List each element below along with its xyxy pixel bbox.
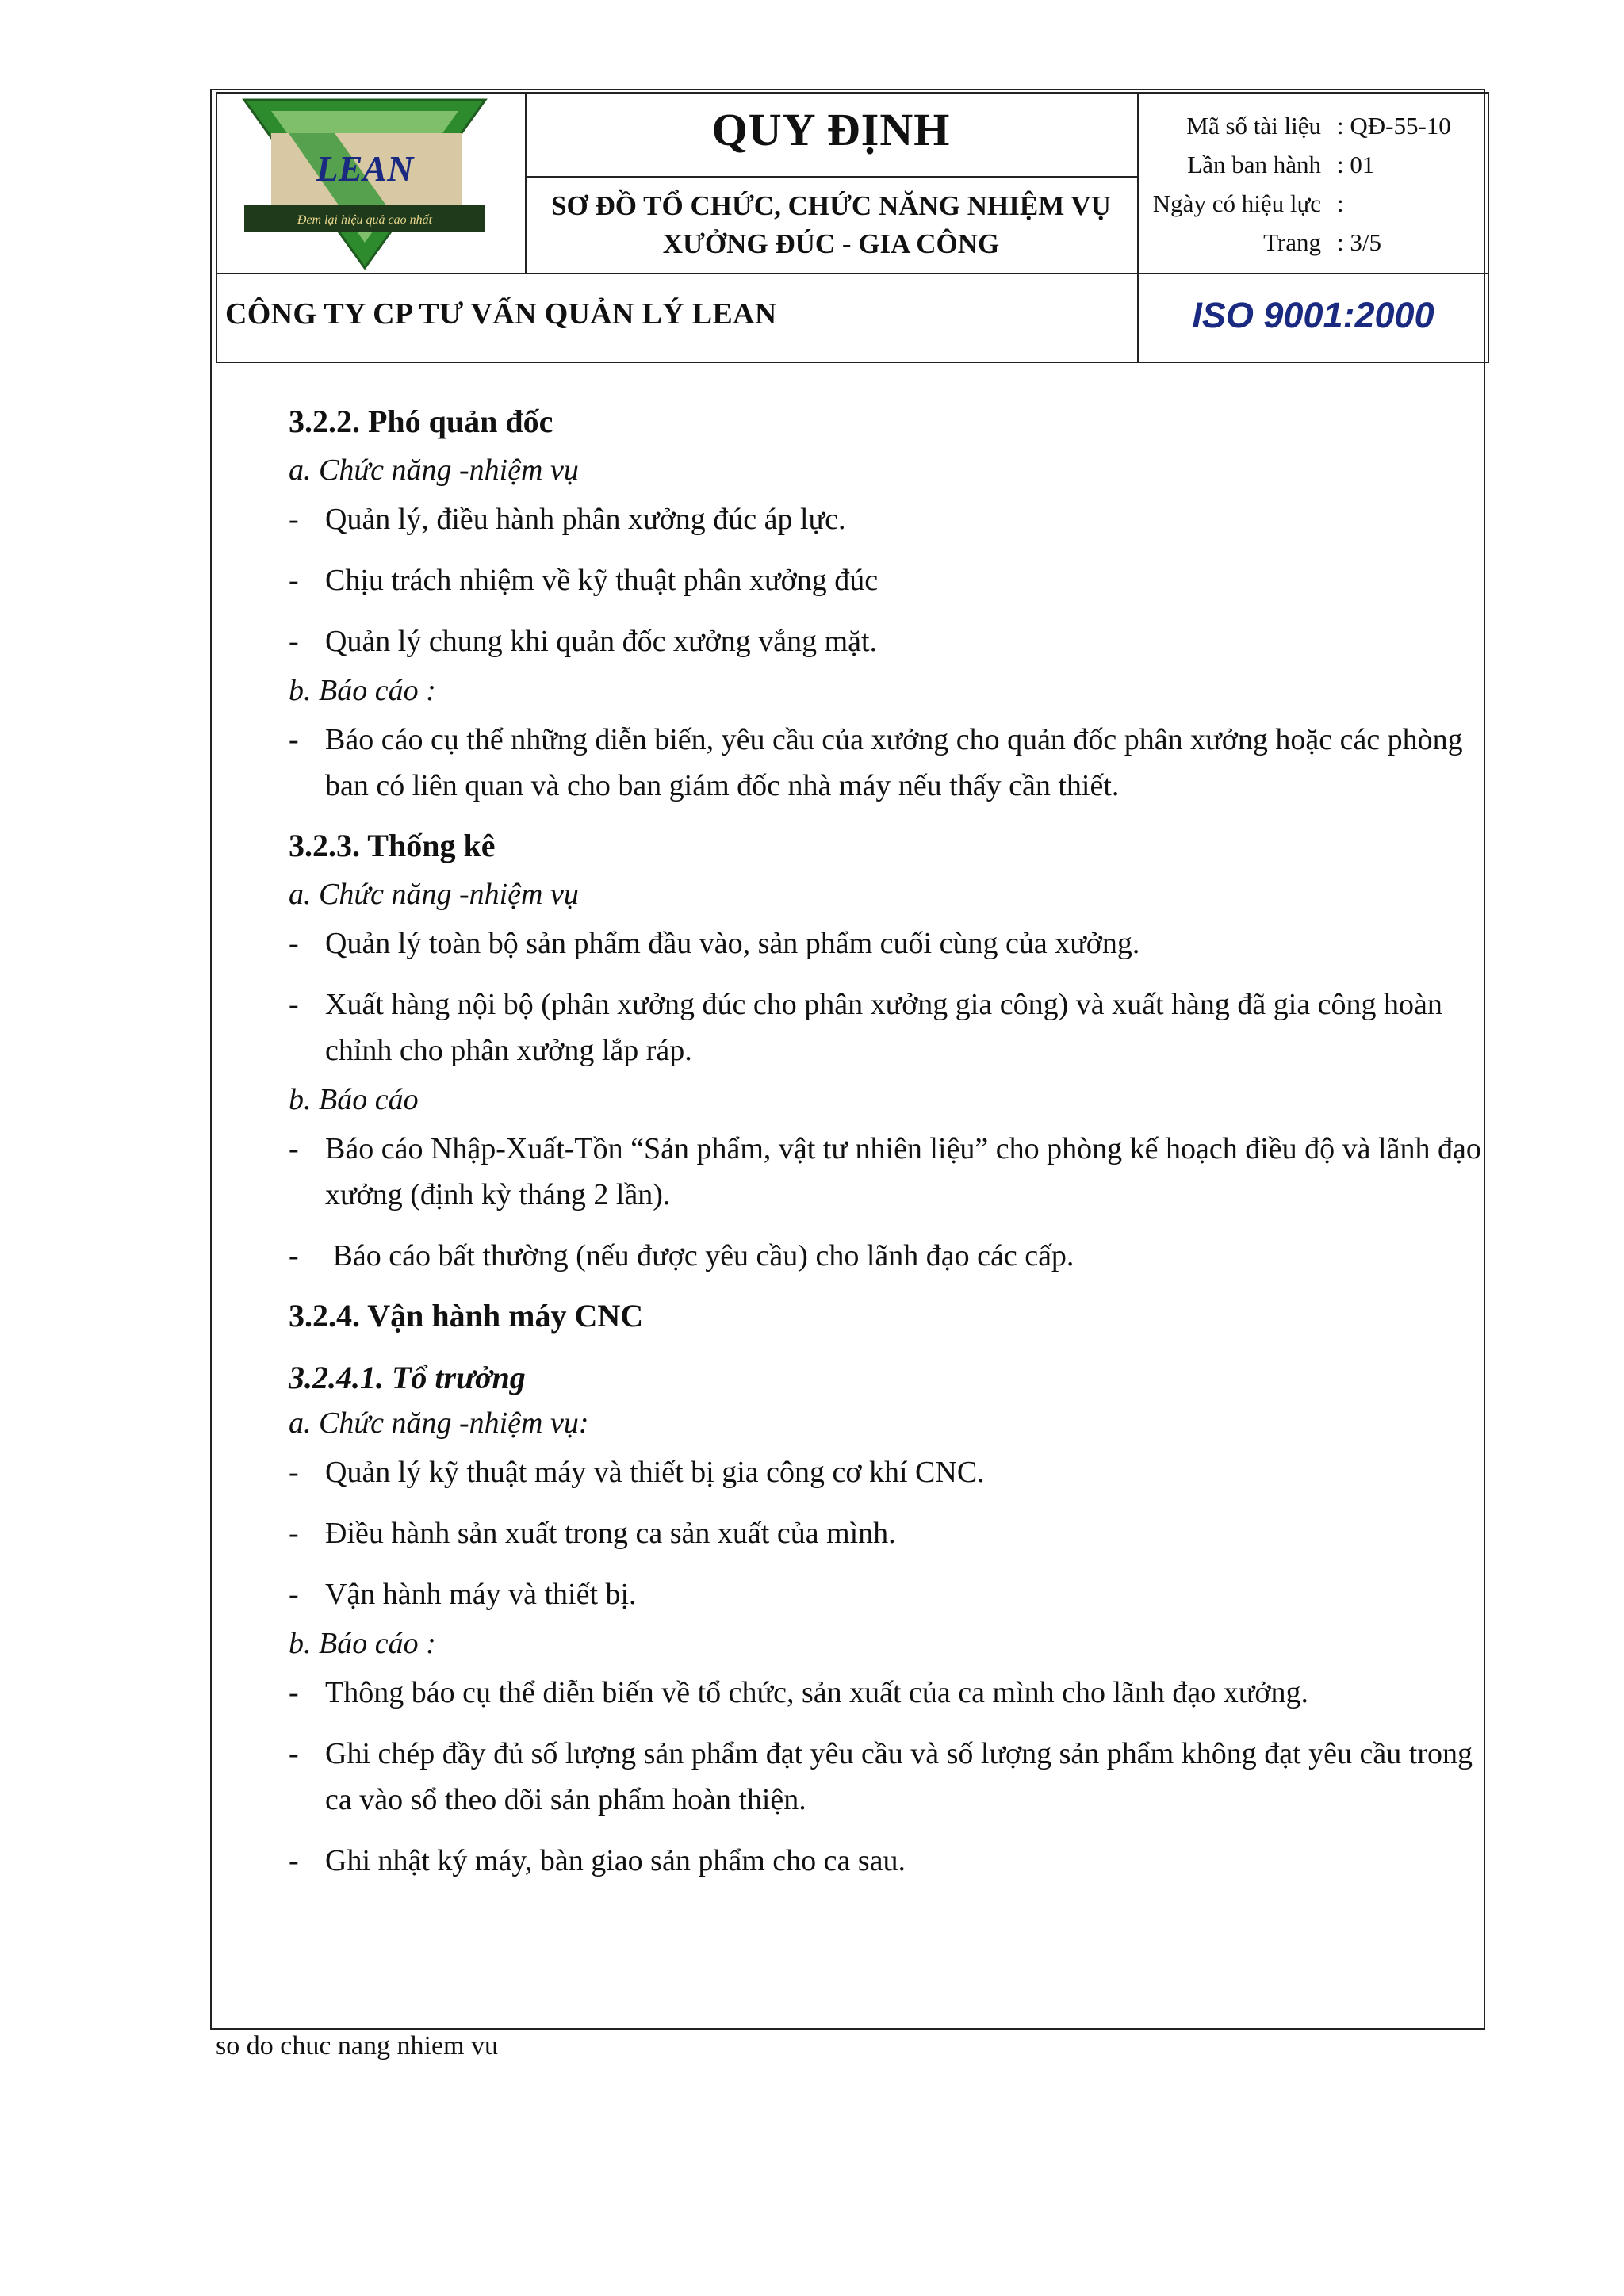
meta-doc-code: Mã số tài liệu : QĐ-55-10 [1186, 112, 1451, 140]
company-name: CÔNG TY CP TƯ VẤN QUẢN LÝ LEAN [225, 297, 777, 331]
section-heading: 3.2.4. Vận hành máy CNC [289, 1298, 644, 1334]
list-item: - Quản lý chung khi quản đốc xưởng vắng mặt. [289, 625, 878, 658]
list-item: - Quản lý toàn bộ sản phẩm đầu vào, sản phẩm cuối cùng của xưởng. [289, 927, 1140, 960]
list-item: - Thông báo cụ thể diễn biến về tổ chức, sản xuất của ca mình cho lãnh đạo xưởng. [289, 1676, 1308, 1709]
subsection-label: a. Chức năng -nhiệm vụ: [289, 1406, 589, 1440]
subsection-label: b. Báo cáo : [289, 674, 436, 707]
company-logo [216, 92, 525, 273]
document-meta [1137, 106, 1489, 262]
subsection-label: a. Chức năng -nhiệm vụ [289, 878, 579, 911]
list-item: - Ghi nhật ký máy, bàn giao sản phẩm cho ca sau. [289, 1844, 906, 1877]
header-divider [216, 273, 1489, 274]
list-item: - Ghi chép đầy đủ số lượng sản phẩm đạt yêu cầu và số lượng sản phẩm không đạt yêu cầu trong ca vào sổ theo dõi sản phẩm hoàn thiện. [289, 1737, 1473, 1816]
list-item: - Xuất hàng nội bộ (phân xưởng đúc cho phân xưởng gia công) và xuất hàng đã gia công hoàn chỉnh cho phân xưởng lắp ráp. [289, 988, 1442, 1067]
meta-page: Trang : 3/5 [1263, 228, 1381, 256]
section-heading: 3.2.2. Phó quản đốc [289, 404, 553, 439]
list-item: - Chịu trách nhiệm về kỹ thuật phân xưởng đúc [289, 564, 879, 597]
list-item: - Điều hành sản xuất trong ca sản xuất của mình. [289, 1517, 896, 1550]
meta-effective-date: Ngày có hiệu lực : [1152, 189, 1344, 217]
subsection-heading: 3.2.4.1. Tổ trưởng [289, 1360, 526, 1395]
page-footer: so do chuc nang nhiem vu [216, 2031, 498, 2061]
document-title: QUY ĐỊNH [711, 104, 951, 155]
list-item: - Báo cáo bất thường (nếu được yêu cầu) cho lãnh đạo các cấp. [289, 1239, 1074, 1272]
logo-tagline: Đem lại hiệu quả cao nhất [297, 213, 433, 227]
subsection-label: b. Báo cáo : [289, 1627, 436, 1660]
list-item: - Vận hành máy và thiết bị. [289, 1578, 637, 1611]
subtitle-line: XƯỞNG ĐÚC - GIA CÔNG [662, 228, 1000, 259]
subtitle-line: SƠ ĐỒ TỔ CHỨC, CHỨC NĂNG NHIỆM VỤ [551, 190, 1111, 221]
list-item: - Quản lý, điều hành phân xưởng đúc áp lực. [289, 503, 846, 536]
section-heading: 3.2.3. Thống kê [289, 828, 496, 863]
iso-standard: ISO 9001:2000 [1192, 295, 1434, 335]
subsection-label: b. Báo cáo [289, 1083, 419, 1116]
document-body [289, 400, 1491, 1899]
logo-text: LEAN [316, 148, 414, 189]
list-item: - Báo cáo cụ thể những diễn biến, yêu cầu của xưởng cho quản đốc phân xưởng hoặc các phòng ban có liên quan và cho ban giám đốc nhà máy nếu thấy cần thiết. [289, 723, 1463, 802]
list-item: - Báo cáo Nhập-Xuất-Tồn “Sản phẩm, vật tư nhiên liệu” cho phòng kế hoạch điều độ và lãnh đạo xưởng (định kỳ tháng 2 lần). [289, 1132, 1481, 1211]
meta-issue: Lần ban hành : 01 [1187, 151, 1375, 178]
header-divider [525, 176, 1137, 178]
list-item: - Quản lý kỹ thuật máy và thiết bị gia công cơ khí CNC. [289, 1456, 985, 1489]
document-header [216, 92, 1489, 363]
document-subtitle [525, 187, 1137, 263]
subsection-label: a. Chức năng -nhiệm vụ [289, 453, 579, 487]
